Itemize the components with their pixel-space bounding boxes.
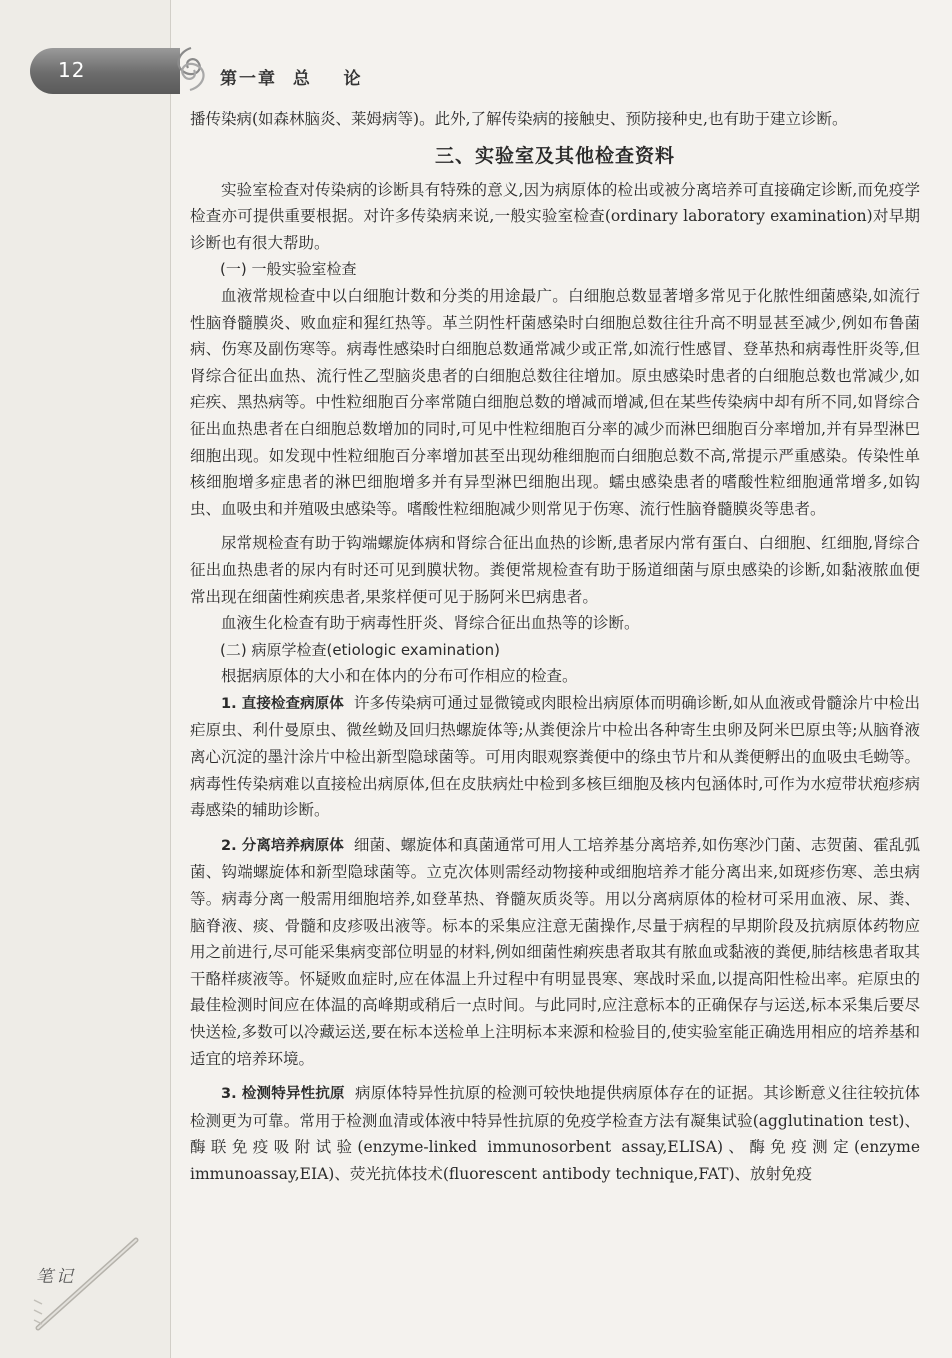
margin-notes-strip	[0, 0, 170, 1358]
paragraph-culture	[190, 832, 920, 1072]
subsection-heading-general-lab: (一) 一般实验室检查	[220, 260, 357, 279]
paragraph-continuation: 播传染病(如森林脑炎、莱姆病等)。此外,了解传染病的接触史、预防接种史,也有助于建立诊断。	[190, 110, 848, 128]
margin-rule	[170, 0, 171, 1358]
paragraph-urine-stool: 尿常规检查有助于钩端螺旋体病和肾综合征出血热的诊断,患者尿内常有蛋白、白细胞、红细胞,肾综合征出血热患者的尿内有时还可见到膜状物。粪便常规检查有助于肠道细菌与原虫感染的诊断,如黏液脓血便常出现在细菌性痢疾患者,果浆样便可见于肠阿米巴病患者。	[190, 534, 920, 606]
paragraph-etiologic-intro: 根据病原体的大小和在体内的分布可作相应的检查。	[221, 667, 578, 686]
item-lead-antigen: 3. 检测特异性抗原	[221, 1086, 345, 1103]
paragraph-blood-biochem: 血液生化检查有助于病毒性肝炎、肾综合征出血热等的诊断。	[221, 614, 640, 633]
notes-label: 笔记	[36, 1267, 76, 1287]
chapter-swirl-icon	[168, 44, 214, 94]
subsection-heading-etiologic: (二) 病原学检查(etiologic examination)	[220, 640, 500, 659]
item-text-culture: 细菌、螺旋体和真菌通常可用人工培养基分离培养,如伤寒沙门菌、志贺菌、霍乱弧菌、钩端螺旋体和新型隐球菌等。立克次体则需经动物接种或细胞培养才能分离出来,如斑疹伤寒、恙虫病等。病毒分离一般需用细胞培养,如登革热、脊髓灰质炎等。用以分离病原体的检材可采用血液、尿、粪、脑脊液、痰、骨髓和皮疹吸出液等。标本的采集应注意无菌操作,尽量于病程的早期阶段及抗病原体药物应用之前进行,尽可能采集病变部位明显的材料,例如细菌性痢疾患者取其有脓血或黏液的粪便,肺结核患者取其干酪样痰液等。怀疑败血症时,应在体温上升过程中有明显畏寒、寒战时采血,以提高阳性检出率。疟原虫的最佳检测时间应在体温的高峰期或稍后一点时间。与此同时,应注意标本的正确保存与运送,标本采集后要尽快送检,多数可以冷藏运送,要在标本送检单上注明标本来源和检验目的,使实验室能正确选用相应的培养基和适宜的培养环境。	[190, 835, 920, 1068]
chapter-title: 第一章 总 论	[220, 69, 363, 89]
page-number-tab	[30, 48, 180, 94]
page-number: 12	[58, 58, 86, 82]
paragraph-antigen	[190, 1080, 920, 1187]
item-lead-direct-detection: 1. 直接检查病原体	[221, 695, 344, 712]
item-lead-culture: 2. 分离培养病原体	[221, 837, 344, 854]
paragraph-blood-routine: 血液常规检查中以白细胞计数和分类的用途最广。白细胞总数显著增多常见于化脓性细菌感染,如流行性脑脊髓膜炎、败血症和猩红热等。革兰阴性杆菌感染时白细胞总数往往升高不明显甚至减少,例如布鲁菌病、伤寒及副伤寒等。病毒性感染时白细胞总数通常减少或正常,如流行性感冒、登革热和病毒性肝炎等,但肾综合征出血热、流行性乙型脑炎患者的白细胞总数往往增加。原虫感染时患者的白细胞总数也常减少,如疟疾、黑热病等。中性粒细胞百分率常随白细胞总数的增减而增减,但在某些传染病中却有所不同,如肾综合征出血热患者在白细胞总数增加的同时,可见中性粒细胞百分率的减少而淋巴细胞百分率增加,并有异型淋巴细胞出现。如发现中性粒细胞百分率增加甚至出现幼稚细胞而白细胞总数不高,常提示严重感染。传染性单核细胞增多症患者的淋巴细胞增多并有异型淋巴细胞出现。蠕虫感染患者的嗜酸性粒细胞通常增多,如钩虫、血吸虫和并殖吸虫感染等。嗜酸性粒细胞减少则常见于伤寒、流行性脑脊髓膜炎等患者。	[190, 286, 920, 518]
paragraph-direct-detection	[190, 690, 920, 824]
item-text-antigen: 病原体特异性抗原的检测可较快地提供病原体存在的证据。其诊断意义往往较抗体检测更为可靠。常用于检测血清或体液中特异性抗原的免疫学检查方法有凝集试验(agglutination test)、酶联免疫吸附试验(enzyme-linked immunosorbent assay,ELISA)、酶免疫测定(enzyme immunoassay,EIA)、荧光抗体技术(fluorescent antibody technique,FAT)、放射免疫	[190, 1084, 920, 1183]
section-title: 三、实验室及其他检查资料	[434, 144, 675, 167]
page-body	[190, 106, 920, 1188]
paragraph-intro: 实验室检查对传染病的诊断具有特殊的意义,因为病原体的检出或被分离培养可直接确定诊断,而免疫学检查亦可提供重要根据。对许多传染病来说,一般实验室检查(ordinary laboratory examination)对早期诊断也有很大帮助。	[190, 180, 920, 252]
item-text-direct-detection: 许多传染病可通过显微镜或肉眼检出病原体而明确诊断,如从血液或骨髓涂片中检出疟原虫、利什曼原虫、微丝蚴及回归热螺旋体等;从粪便涂片中检出各种寄生虫卵及阿米巴原虫等;从脑脊液离心沉淀的墨汁涂片中检出新型隐球菌等。可用肉眼观察粪便中的绦虫节片和从粪便孵出的血吸虫毛蚴等。病毒性传染病难以直接检出病原体,但在皮肤病灶中检到多核巨细胞及核内包涵体时,可作为水痘带状疱疹病毒感染的辅助诊断。	[190, 693, 920, 820]
